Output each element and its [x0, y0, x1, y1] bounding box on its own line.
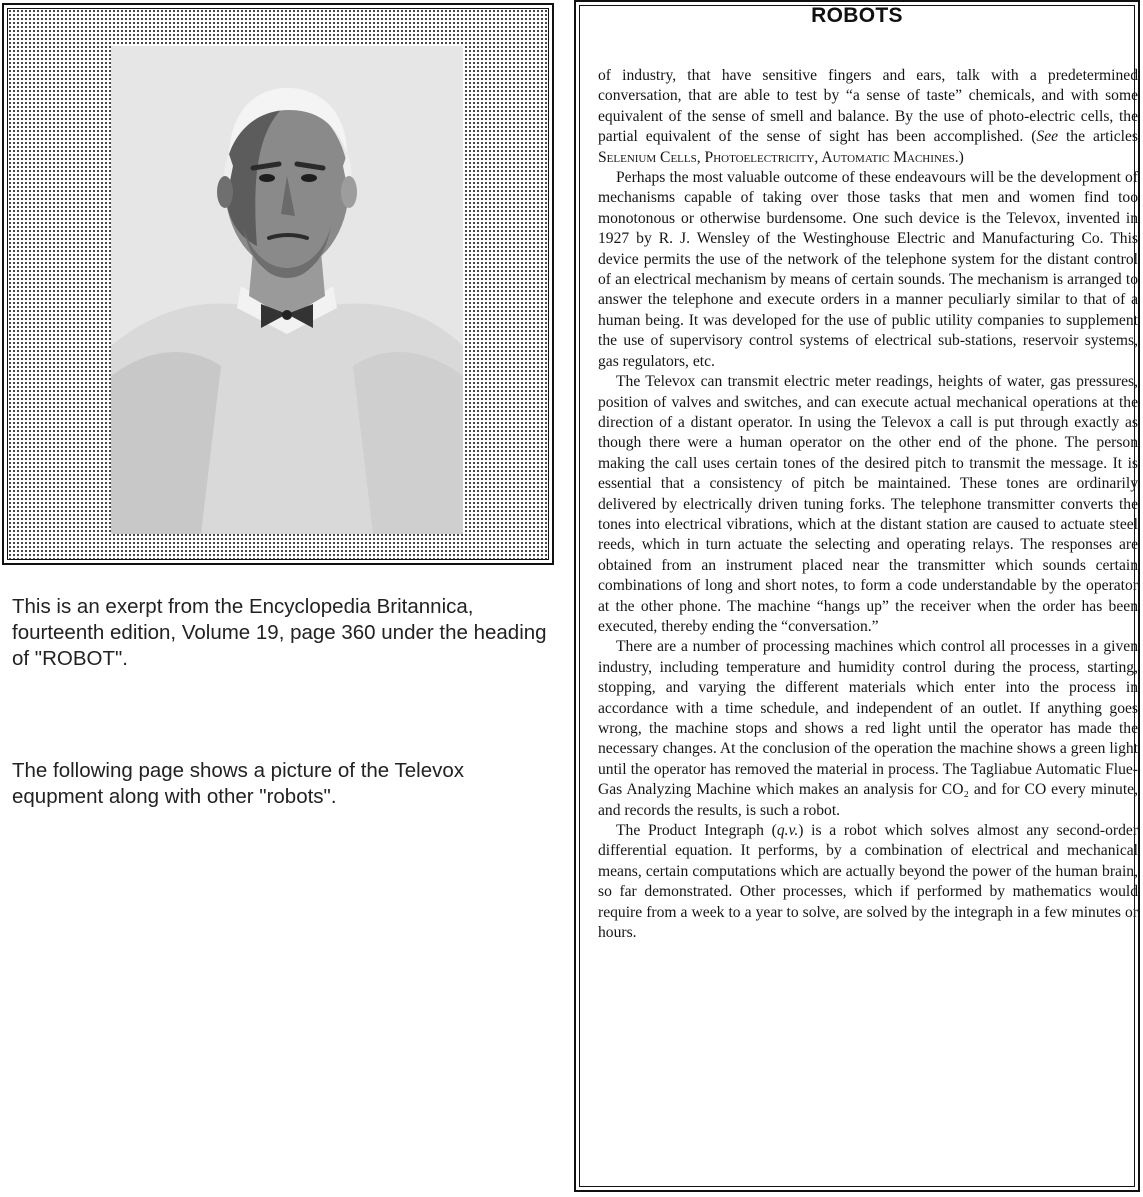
portrait-photo — [111, 46, 463, 534]
cross-references: Selenium Cells, Photoelectricity, Automatic Machines. — [598, 148, 959, 166]
halftone-border — [7, 8, 549, 560]
qv-reference: q.v. — [776, 822, 799, 840]
paragraph-1-text-b: the articles — [1058, 128, 1138, 146]
photo-frame — [2, 3, 554, 565]
article-frame — [574, 0, 1140, 1192]
paragraph-1-text: of industry, that have sensitive fingers and ears, talk with a predetermined conversation, that are able to test by “a sense of taste” chemicals, and with some equivalent of the sense of smell and balance. By the use of photo-electric cells, the partial equivalent of the sense of sight has been accomplished. ( — [598, 67, 1138, 146]
caption-following-page: The following page shows a picture of the Televox equpment along with other "robots". — [12, 759, 465, 808]
paragraph-5-text-b: ) is a robot which solves almost any second-order differential equation. It performs, by a combination of electrical and mechanical means, certain computations which are actually beyond the power of the human brain, so far demonstrated. Other processes, which if performed by mathematics would require from a week to a year to solve, are solved by the integraph in a few minutes or hours. — [598, 822, 1139, 942]
article-body — [598, 66, 1138, 943]
article-inner-frame — [579, 4, 1139, 1187]
paragraph-5-text: The Product Integraph ( — [616, 822, 777, 840]
paragraph-1 — [598, 66, 1138, 168]
paragraph-5 — [598, 821, 1138, 943]
caption-source: This is an exerpt from the Encyclopedia Britannica, fourteenth edition, Volume 19, page 360 under the heading of "ROBOT". — [12, 595, 547, 670]
see-reference: See — [1036, 128, 1059, 146]
paragraph-2: Perhaps the most valuable outcome of these endeavours will be the development of mechanisms capable of taking over those tasks that men and women find too monotonous or otherwise burdensome. One such device is the Televox, invented in 1927 by R. J. Wensley of the Westinghouse Electric and Manufacturing Co. This device permits the use of the network of the telephone system for the distant control of an electrical mechanism by means of certain sounds. The mechanism is arranged to answer the telephone and execute orders in a manner peculiarly similar to that of a human being. It was developed for the use of public utility companies to supplement the use of supervisory control systems of electrical sub-stations, reservoir systems, gas regulators, etc. — [598, 169, 1138, 370]
paragraph-4: There are a number of processing machines which control all processes in a given industry, including temperature and humidity control during the process, starting, stopping, and varying the different materials which enter into the process in accordance with a time schedule, and independent of an outlet. If anything goes wrong, the machine stops and shows a red light until the operator has made the necessary changes. At the conclusion of the operation the machine shows a green light until the operator has removed the material in process. The Tagliabue Automatic Flue-Gas Analyzing Machine which makes an analysis for CO₂ and for CO every minute, and records the results, is such a robot. — [598, 638, 1138, 819]
portrait-illustration — [111, 46, 463, 534]
paragraph-3: The Televox can transmit electric meter readings, heights of water, gas pressures, position of valves and switches, and can execute actual mechanical operations at the direction of a distant operator. In using the Televox a call is put through exactly as though there were a human operator on the other end of the phone. The person making the call uses certain tones of the desired pitch to transmit the message. It is essential that a consistency of pitch be maintained. These tones are ordinarily delivered by electrically driven tuning forks. The telephone transmitter converts the tones into electrical vibrations, which at the distant station are caused to actuate steel reeds, which in turn actuate the selecting and operating relays. The responses are obtained from an instrument placed near the transmitter which sounds certain combinations of long and short notes, to form a code understandable by the operator at the other phone. The machine “hangs up” the receiver when the order has been executed, thereby ending the “conversation.” — [598, 373, 1138, 635]
paragraph-1-text-c: ) — [958, 148, 964, 166]
article-heading: ROBOTS — [811, 4, 903, 27]
